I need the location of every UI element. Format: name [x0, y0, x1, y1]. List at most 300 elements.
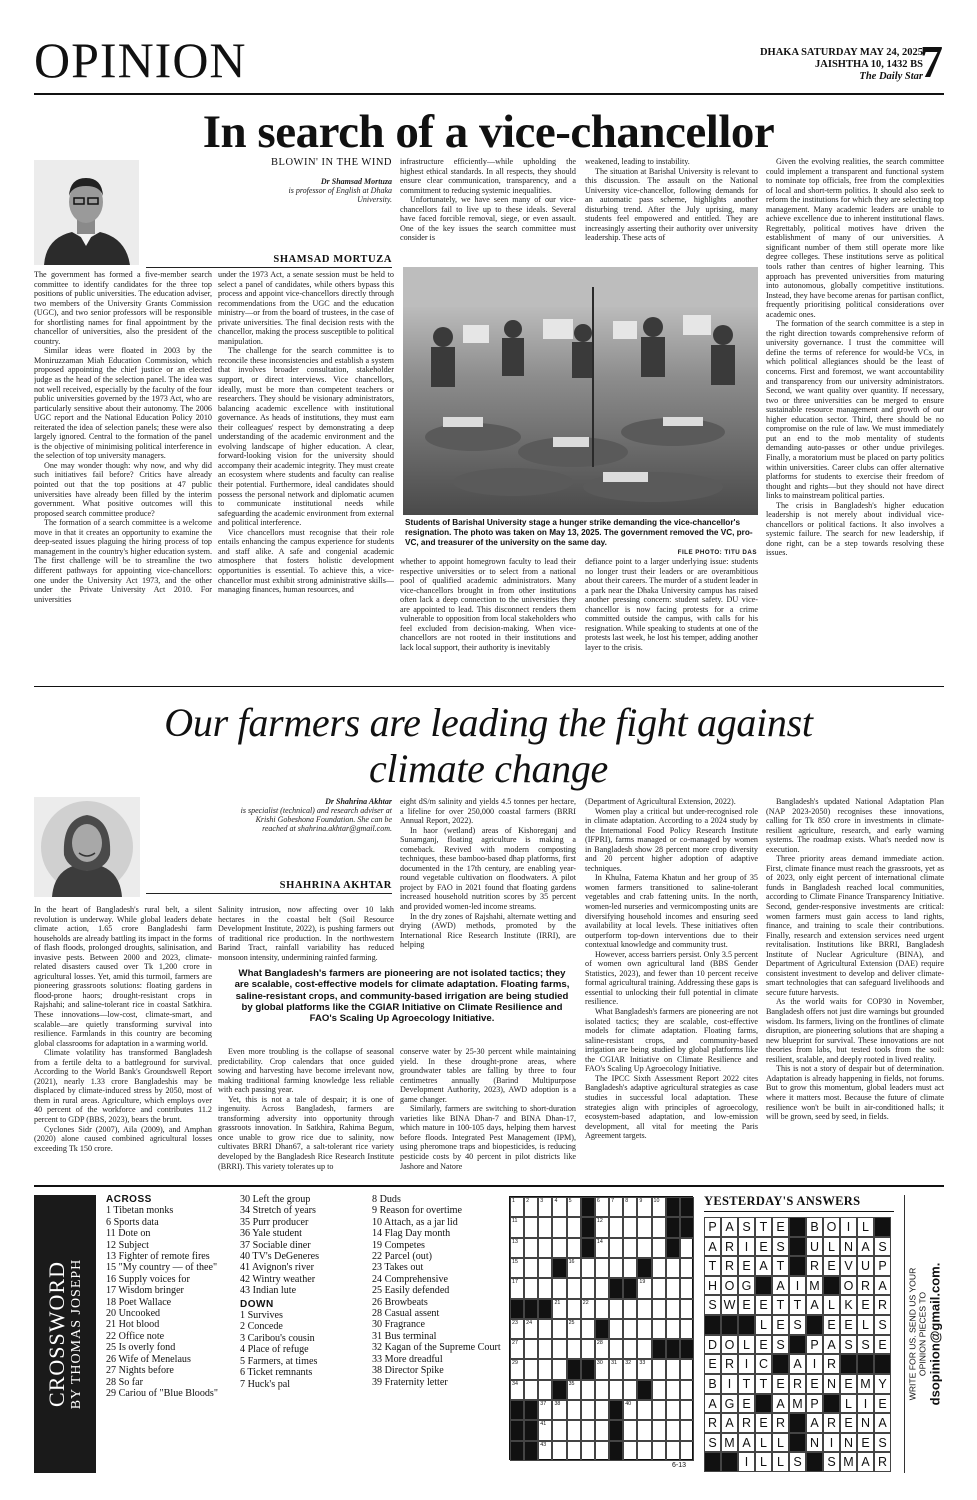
paragraph: Similarly, farmers are switching to short-duration varieties like BINA Dhan-7 and BINA Dhan-17, which mature in 100-105 days, helping them harvest before floods. Integrated Pest Management (IPM), using pheromone traps and biopesticides, is reducing pesticide costs by 40 percent in pilot districts like Jashore and Natore [400, 1104, 576, 1171]
grid-cell[interactable] [510, 1217, 524, 1237]
answer-letter: E [827, 1259, 836, 1274]
answer-letter: A [776, 1278, 785, 1293]
grid-cell[interactable] [524, 1359, 538, 1379]
answer-letter: T [776, 1259, 785, 1274]
answer-letter: S [776, 1239, 785, 1254]
answer-letter: A [725, 1220, 734, 1234]
grid-cell[interactable] [524, 1339, 538, 1359]
grid-cell[interactable] [510, 1359, 524, 1379]
grid-cell[interactable] [552, 1217, 566, 1237]
grid-cell[interactable] [637, 1238, 651, 1258]
answer-letter: A [708, 1239, 717, 1254]
answer-letter: B [810, 1220, 819, 1234]
clue: 30 Left the group [240, 1194, 311, 1205]
answer-letter: I [829, 1435, 834, 1450]
grid-cell[interactable] [538, 1217, 552, 1237]
paragraph: The challenge for the search committee is to reconcile these inconsistencies and establish a system that involves broader consultation, stakeholder support, or direct interviews. Vice chancellors, ideally, must be more than competent teachers or researchers. They should be visionary administrators, balancing academic excellence with institutional governance. As heads of institutions, they must earn their colleagues' respect by demonstrating a deep understanding of the academic environment and the evolving landscape of higher education. A clear, forward-looking vision for the university should accompany their academic integrity. They must create an ecosystem where students and faculty can realise their potential. Furthermore, ideal candidates should possess the personal network and diplomatic acumen to communicate institutional needs while safeguarding the academic environment from external and political interference. [218, 346, 394, 528]
cell-number: 41 [540, 1421, 547, 1428]
answer-letter: R [792, 1376, 803, 1391]
clue: 39 Fraternity letter [372, 1376, 448, 1388]
grid-cell [637, 1380, 651, 1400]
answer-cell [823, 1433, 840, 1453]
grid-cell[interactable] [652, 1217, 666, 1237]
grid-cell[interactable] [524, 1380, 538, 1400]
grid-cell[interactable] [524, 1258, 538, 1278]
paragraph: The government has formed a five-member search committee to identify candidates for the three top positions of public universities. The education adviser, two members of the University Grants Commission (UGC), and two senior professors will be responsible for shortlisting names for final appointment by the chancellor of universities, also the president of the country. [34, 270, 212, 346]
grid-cell[interactable] [552, 1278, 566, 1298]
cell-number: 33 [639, 1360, 646, 1367]
grid-cell[interactable] [637, 1278, 651, 1298]
grid-cell[interactable] [637, 1339, 651, 1359]
grid-cell[interactable] [510, 1380, 524, 1400]
paragraph: Climate volatility has transformed Bangladesh from a fertile delta to a battleground for survival. According to the World Bank's Groundswell Report (2021), nearly 1.33 crore Bangladeshis may be displaced by climate-induced stress by 2050, most of them in rural areas. Agriculture, which employs over 40 percent of the workforce and contributes 11.2 percent to GDP (BBS, 2023), bears the brunt. [34, 1048, 212, 1125]
grid-cell[interactable] [595, 1238, 609, 1258]
grid-cell[interactable] [581, 1258, 595, 1278]
grid-cell[interactable] [680, 1441, 694, 1461]
grid-cell[interactable] [595, 1197, 609, 1217]
answer-letter: R [724, 1357, 735, 1372]
paragraph: As the world waits for COP30 in November, Bangladesh offers not just dire warnings but grounded wisdom. Its farmers, living on the frontlines of climate disruption, are pioneering solutions that are shaping a new blueprint for survival. These innovations are not theories from labs, but tested tools from the soil: resilient, scalable, and deeply rooted in lived reality. [766, 997, 944, 1064]
answer-cell [840, 1237, 857, 1257]
answer-letter: L [777, 1435, 784, 1450]
grid-cell[interactable] [652, 1197, 666, 1217]
grid-cell[interactable] [623, 1238, 637, 1258]
grid-cell[interactable] [623, 1319, 637, 1339]
answer-cell [704, 1315, 721, 1335]
grid-cell[interactable] [567, 1400, 581, 1420]
grid-cell[interactable] [595, 1258, 609, 1278]
grid-cell[interactable] [538, 1359, 552, 1379]
hunger-strike-photo [403, 267, 758, 515]
answer-cell [772, 1452, 789, 1472]
grid-cell[interactable] [538, 1380, 552, 1400]
grid-cell[interactable] [595, 1441, 609, 1461]
grid-cell[interactable] [510, 1258, 524, 1278]
grid-cell[interactable] [524, 1217, 538, 1237]
answer-cell [823, 1237, 840, 1257]
answer-cell [789, 1433, 806, 1453]
grid-cell[interactable] [538, 1420, 552, 1440]
grid-cell[interactable] [609, 1299, 623, 1319]
grid-cell[interactable] [609, 1238, 623, 1258]
grid-cell[interactable] [609, 1339, 623, 1359]
photo-caption [405, 518, 757, 558]
answer-cell [721, 1315, 738, 1335]
grid-cell[interactable] [595, 1380, 609, 1400]
answer-letter: E [878, 1337, 887, 1352]
clue: 23 Takes out [372, 1262, 424, 1274]
grid-cell [538, 1299, 552, 1319]
grid-cell[interactable] [552, 1299, 566, 1319]
headline-line1: Our farmers are leading the fight against [164, 700, 813, 745]
paragraph: In the dry zones of Rajshahi, alternate wetting and drying (AWD) methods, promoted by the International Rice Research Institute (IRRI), are helping [400, 911, 576, 950]
answer-letter: I [744, 1239, 749, 1254]
grid-cell[interactable] [567, 1278, 581, 1298]
cell-number: 40 [625, 1401, 632, 1408]
across-clue-list-2 [240, 1194, 366, 1297]
answer-cell [874, 1256, 891, 1276]
answer-letter: M [809, 1278, 820, 1293]
answer-letter: T [793, 1298, 802, 1313]
bio-text: is professor of English at Dhaka University. [288, 186, 392, 204]
grid-cell[interactable] [524, 1197, 538, 1217]
grid-cell[interactable] [680, 1420, 694, 1440]
grid-cell[interactable] [510, 1319, 524, 1339]
grid-cell[interactable] [666, 1420, 680, 1440]
clue: 5 Farmers, at times [240, 1355, 318, 1367]
grid-cell[interactable] [510, 1197, 524, 1217]
write-email[interactable]: dsopinion@gmail.com. [927, 1262, 943, 1406]
answer-letter: O [826, 1220, 837, 1234]
answers-title: YESTERDAY'S ANSWERS [704, 1194, 894, 1212]
clue: 3 Caribou's cousin [240, 1332, 315, 1344]
grid-cell[interactable] [637, 1197, 651, 1217]
answer-cell [721, 1452, 738, 1472]
grid-cell[interactable] [652, 1359, 666, 1379]
answer-cell [789, 1217, 806, 1237]
grid-cell[interactable] [637, 1441, 651, 1461]
grid-cell[interactable] [623, 1441, 637, 1461]
answer-cell [874, 1315, 891, 1335]
clue: 1 Tibetan monks [106, 1205, 174, 1217]
answer-letter: G [741, 1278, 752, 1293]
grid-cell[interactable] [652, 1400, 666, 1420]
grid-cell[interactable] [552, 1359, 566, 1379]
clue: 25 Easily defended [372, 1285, 450, 1297]
grid-cell[interactable] [567, 1319, 581, 1339]
answer-letter: S [793, 1318, 802, 1333]
paragraph: The formation of the search committee is a step in the right direction towards comprehensive reform of university governance. I trust the committee will define the terms of reference for would-be VCs, in which political allegiances should be the least of concerns. First and foremost, we want accountability and transparency from our university administrators. Second, we want quality over quantity. If necessary, two or three universities can be merged to ensure sustainable resource management and growth of our higher education sector. Third, there should be no compromise on the rule of law. We must immediately put an end to the mob mentality of students demanding auto-passes or other undue privileges. Finally, a moratorium must be placed on party politics within universities. Career clubs can offer alternative platforms for students to exercise their freedom of thought and rights—but they should not have direct links to mainstream political parties. [766, 319, 944, 501]
grid-cell[interactable] [538, 1339, 552, 1359]
grid-cell[interactable] [609, 1217, 623, 1237]
grid-cell [524, 1299, 538, 1319]
grid-cell[interactable] [623, 1339, 637, 1359]
grid-cell[interactable] [666, 1278, 680, 1298]
grid-cell[interactable] [666, 1380, 680, 1400]
answer-cell [840, 1394, 857, 1414]
answer-cell [874, 1335, 891, 1355]
paragraph: Unfortunately, we have seen many of our vice-chancellors fail to live up to these ideals. Several have faced forcible removal, siege, or even assault. One of the key issues the search committee must consider is [400, 195, 576, 243]
photo-credit: FILE PHOTO: TITU DAS [677, 549, 757, 556]
article2-col3-top [400, 797, 576, 965]
article1-kicker: BLOWIN' IN THE WIND [271, 157, 392, 168]
grid-cell[interactable] [567, 1197, 581, 1217]
grid-cell[interactable] [595, 1299, 609, 1319]
clue: 40 TV's DeGeneres [240, 1251, 319, 1263]
grid-cell[interactable] [581, 1319, 595, 1339]
cell-number: 29 [512, 1360, 518, 1367]
grid-cell[interactable] [680, 1400, 694, 1420]
grid-cell[interactable] [680, 1299, 694, 1319]
answer-cell [721, 1394, 738, 1414]
clue: 11 Dote on [106, 1228, 151, 1240]
answer-cell [840, 1295, 857, 1315]
cell-number: 1 [512, 1198, 515, 1204]
grid-cell[interactable] [524, 1319, 538, 1339]
answer-letter: S [776, 1337, 785, 1352]
grid-cell[interactable] [637, 1299, 651, 1319]
answer-letter: P [810, 1337, 819, 1352]
clue: 24 Comprehensive [372, 1273, 448, 1285]
grid-cell[interactable] [552, 1319, 566, 1339]
grid-cell[interactable] [552, 1238, 566, 1258]
grid-cell[interactable] [581, 1420, 595, 1440]
grid-cell[interactable] [552, 1400, 566, 1420]
clue: 22 Parcel (out) [372, 1251, 432, 1263]
grid-cell[interactable] [666, 1359, 680, 1379]
clue: 13 Fighter of remote fires [106, 1251, 210, 1263]
grid-cell[interactable] [637, 1359, 651, 1379]
answer-cell [840, 1335, 857, 1355]
answer-letter: W [723, 1298, 736, 1313]
paragraph: whether to appoint homegrown faculty to lead their respective universities or to select from a national pool of qualified academic administrators. Many vice-chancellors brought in from other institutions often lack a deep connection to the universities they are appointed to lead. This disconnect renders them vulnerable to opposition from local stakeholders who feel excluded from decision-making. When vice-chancellors are not rooted in their institutions and lack local support, their authority is inevitably [400, 557, 576, 652]
grid-cell[interactable] [595, 1278, 609, 1298]
clue: 32 Kagan of the Supreme Court [372, 1342, 501, 1354]
grid-cell[interactable] [623, 1197, 637, 1217]
grid-cell[interactable] [609, 1380, 623, 1400]
grid-cell[interactable] [623, 1420, 637, 1440]
grid-cell[interactable] [623, 1400, 637, 1420]
grid-cell[interactable] [538, 1400, 552, 1420]
cell-number: 10 [653, 1198, 660, 1204]
answer-letter: E [742, 1259, 751, 1274]
answer-letter: L [828, 1239, 835, 1254]
grid-cell[interactable] [538, 1258, 552, 1278]
grid-cell[interactable] [538, 1319, 552, 1339]
answer-cell [772, 1394, 789, 1414]
grid-cell[interactable] [581, 1380, 595, 1400]
grid-cell[interactable] [567, 1299, 581, 1319]
answer-cell [704, 1394, 721, 1414]
answer-cell [806, 1433, 823, 1453]
grid-cell[interactable] [595, 1400, 609, 1420]
answer-cell [755, 1452, 772, 1472]
grid-cell[interactable] [581, 1339, 595, 1359]
write-line2: OPINION PIECES TO [917, 1291, 928, 1377]
grid-cell[interactable] [680, 1359, 694, 1379]
grid-cell[interactable] [623, 1299, 637, 1319]
clue: 6 Ticket remnants [240, 1367, 313, 1379]
cell-number: 7 [611, 1198, 615, 1204]
grid-cell [666, 1339, 680, 1359]
grid-cell[interactable] [623, 1217, 637, 1237]
grid-cell[interactable] [595, 1217, 609, 1237]
answer-letter: O [724, 1278, 735, 1293]
paragraph: Women play a critical but under-recognised role in climate adaptation. According to a 2024 study by the International Food Policy Research Institute (IFPRI), farms managed or co-managed by women in Bangladesh show 28 percent more crop diversity and 20 percent higher adoption of adaptive techniques. [585, 806, 758, 873]
clue: 9 Reason for overtime [372, 1205, 462, 1217]
grid-cell[interactable] [581, 1299, 595, 1319]
grid-cell[interactable] [609, 1258, 623, 1278]
grid-cell[interactable] [609, 1359, 623, 1379]
clue: 26 Wife of Menelaus [106, 1353, 191, 1365]
answer-cell [738, 1335, 755, 1355]
paragraph: eight dS/m salinity and yields 4.5 tonnes per hectare, a lifeline for over 250,000 coastal farmers (BRRI Annual Report, 2022). [400, 797, 576, 826]
grid-cell[interactable] [595, 1359, 609, 1379]
answer-letter: S [878, 1435, 887, 1450]
answer-cell [772, 1237, 789, 1257]
grid-cell[interactable] [666, 1400, 680, 1420]
clue: 16 Supply voices for [106, 1273, 190, 1285]
answer-letter: E [776, 1376, 785, 1391]
grid-cell[interactable] [552, 1420, 566, 1440]
answer-letter: K [844, 1298, 853, 1313]
answer-letter: L [760, 1435, 767, 1450]
grid-cell[interactable] [637, 1217, 651, 1237]
paragraph: Yet, this is not a tale of despair; it is one of ingenuity. Across Bangladesh, farmers are transforming adversity into opportunity through grassroots innovation. In Satkhira, Rahima Begum, once unable to grow rice due to salinity, now cultivates BRRI Dhan67, a salt-tolerant rice variety developed by the Bangladesh Rice Research Institute (BRRI). This variety tolerates up to [218, 1094, 394, 1171]
answer-letter: A [861, 1239, 870, 1254]
answer-cell [704, 1354, 721, 1374]
grid-cell[interactable] [538, 1238, 552, 1258]
grid-cell[interactable] [567, 1380, 581, 1400]
cell-number: 13 [512, 1238, 518, 1245]
grid-cell[interactable] [623, 1258, 637, 1278]
grid-cell [609, 1441, 623, 1461]
grid-cell[interactable] [567, 1420, 581, 1440]
grid-cell[interactable] [567, 1339, 581, 1359]
paragraph: Given the evolving realities, the search committee could implement a transparent and functional system to nominate top officials, free from the complexities of local and short-term politics. It should also seek to reform the institutions for which they are selecting top management. Many academic leaders are unable to achieve excellence due to inherent institutional flaws. Regrettably, political motives have driven the establishment of many of our universities. A significant number of them still operate more like degree colleges. These institutions serve as political tools rather than centres of higher learning. This approach has prevented universities from maturing into autonomous, globally competitive institutions. Instead, they have become arenas for partisan conflict, frequently prioritising political considerations over academic ones. [766, 157, 944, 319]
cell-number: 25 [568, 1319, 575, 1326]
answer-letter: A [827, 1337, 836, 1352]
paragraph: This is not a story of despair but of determination. Adaptation is already happening in fields, not forums. But to grow this momentum, global leaders must act where it matters most. Because the future of climate resilience won't be built in air-conditioned halls; it will be grown, seed by seed, in fields. [766, 1064, 944, 1122]
grid-cell[interactable] [680, 1258, 694, 1278]
pull-quote: What Bangladesh's farmers are pioneering are not isolated tactics; they are scalable, cost-effective models for climate adaptation. Floating farms, saline-resistant crops, and community-based irrigation are being studied by global platforms like the CGIAR Initiative on Climate Resilience and FAO's Scaling Up Agroecology Initiative. [234, 968, 570, 1025]
clue: 17 Wisdom bringer [106, 1285, 184, 1297]
answer-cell [857, 1237, 874, 1257]
answer-cell [721, 1237, 738, 1257]
answer-letter: E [759, 1416, 768, 1431]
grid-cell[interactable] [524, 1278, 538, 1298]
grid-cell[interactable] [652, 1238, 666, 1258]
cell-number: 3 [540, 1198, 544, 1204]
grid-cell[interactable] [567, 1258, 581, 1278]
grid-cell[interactable] [581, 1278, 595, 1298]
answer-letter: M [792, 1396, 803, 1411]
paragraph: under the 1973 Act, a senate session must be held to select a panel of candidates, while others bypass this process and appoint vice-chancellors directly through recommendations from the UGC and the education ministry—or from the board of trustees, in the case of private universities. The final decision rests with the chancellor, making the process susceptible to political manipulation. [218, 270, 394, 346]
grid-cell[interactable] [652, 1278, 666, 1298]
answer-cell [738, 1295, 755, 1315]
answer-cell [840, 1433, 857, 1453]
grid-cell[interactable] [666, 1258, 680, 1278]
grid-cell[interactable] [637, 1400, 651, 1420]
write-for-us-wrap [908, 1263, 943, 1406]
answer-cell [806, 1452, 823, 1472]
grid-cell[interactable] [552, 1441, 566, 1461]
down-clue-list [240, 1310, 366, 1390]
answer-cell [738, 1256, 755, 1276]
grid-cell[interactable] [581, 1441, 595, 1461]
grid-cell[interactable] [637, 1319, 651, 1339]
grid-cell[interactable] [538, 1441, 552, 1461]
answer-letter: S [844, 1337, 853, 1352]
answer-letter: L [743, 1337, 750, 1352]
grid-cell[interactable] [510, 1339, 524, 1359]
grid-cell[interactable] [666, 1299, 680, 1319]
grid-cell[interactable] [623, 1380, 637, 1400]
grid-cell[interactable] [680, 1319, 694, 1339]
answer-letter: A [878, 1278, 887, 1293]
answer-cell [857, 1295, 874, 1315]
cell-number: 28 [596, 1340, 603, 1347]
clues-across [106, 1194, 236, 1399]
grid-cell[interactable] [609, 1319, 623, 1339]
grid-cell[interactable] [652, 1258, 666, 1278]
grid-cell[interactable] [567, 1441, 581, 1461]
grid-cell[interactable] [680, 1238, 694, 1258]
grid-cell [609, 1420, 623, 1440]
answer-cell [823, 1217, 840, 1237]
grid-cell[interactable] [510, 1278, 524, 1298]
grid-cell[interactable] [524, 1238, 538, 1258]
paragraph: In haor (wetland) areas of Kishoreganj and Sunamganj, floating agriculture is making a comeback. Revived with modern composting techniques, these bamboo-based dhap platforms, first documented in the 17th century, are enabling year-round vegetable cultivation on floodwaters. A pilot project by FAO in 2021 found that floating gardens increased household nutrition scores by 35 percent and provided women-led income streams. [400, 825, 576, 912]
grid-cell[interactable] [552, 1197, 566, 1217]
grid-cell [510, 1299, 524, 1319]
answer-cell [704, 1413, 721, 1433]
clue: 42 Wintry weather [240, 1273, 316, 1285]
grid-cell[interactable] [666, 1441, 680, 1461]
grid-cell[interactable] [652, 1299, 666, 1319]
grid-cell[interactable] [538, 1197, 552, 1217]
answer-cell [704, 1256, 721, 1276]
article1-col3-bottom [400, 557, 576, 675]
grid-cell[interactable] [623, 1359, 637, 1379]
grid-cell[interactable] [510, 1238, 524, 1258]
article1-col2 [218, 270, 394, 675]
answer-cell [772, 1433, 789, 1453]
grid-cell[interactable] [567, 1217, 581, 1237]
answer-cell [704, 1335, 721, 1355]
answer-cell [721, 1374, 738, 1394]
cell-number: 37 [540, 1401, 547, 1408]
answer-cell [721, 1256, 738, 1276]
grid-cell[interactable] [595, 1339, 609, 1359]
grid-cell [652, 1339, 666, 1359]
grid-cell[interactable] [666, 1319, 680, 1339]
grid-cell[interactable] [552, 1339, 566, 1359]
grid-cell[interactable] [567, 1238, 581, 1258]
clue: 38 Director Spike [372, 1365, 444, 1377]
answer-cell [823, 1335, 840, 1355]
clue: 1 Survives [240, 1310, 283, 1322]
cell-number: 38 [554, 1401, 561, 1408]
answer-letter: R [826, 1416, 837, 1431]
cell-number: 19 [639, 1279, 646, 1286]
grid-cell[interactable] [680, 1380, 694, 1400]
answer-cell [874, 1374, 891, 1394]
clues-mixed [240, 1194, 366, 1390]
grid-cell[interactable] [595, 1420, 609, 1440]
grid-cell[interactable] [538, 1278, 552, 1298]
grid-cell[interactable] [652, 1441, 666, 1461]
grid-cell[interactable] [609, 1197, 623, 1217]
answer-letter: R [860, 1278, 871, 1293]
answer-cell [721, 1295, 738, 1315]
answer-letter: A [861, 1455, 870, 1470]
clue: 8 Duds [372, 1194, 401, 1205]
grid-cell[interactable] [652, 1380, 666, 1400]
paragraph: In the heart of Bangladesh's rural belt, a silent revolution is underway. While global leaders debate climate action, 1.65 crore Bangladeshi farm households are already battling its impact in the forms of flash floods, prolonged droughts, salinisation, and invasive pests. Between 2000 and 2023, climate-related disasters caused over Tk 1,200 crore in agricultural losses. Yet, amid this turmoil, farmers are pioneering grassroots solutions: floating gardens in flood-prone haors; drought-resistant crops in Rajshahi; and saline-tolerant rice in coastal Satkhira. These innovations—low-cost, climate-smart, and scalable—are quietly transforming survival into resilience. Farmlands in this country are becoming global classrooms for adaptation in a warming world. [34, 905, 212, 1048]
author-photo-akhtar [34, 797, 140, 897]
grid-cell[interactable] [581, 1400, 595, 1420]
grid-cell[interactable] [652, 1319, 666, 1339]
grid-cell[interactable] [637, 1420, 651, 1440]
answer-cell [840, 1413, 857, 1433]
answer-letter: L [845, 1396, 852, 1411]
answer-letter: L [862, 1220, 869, 1234]
grid-cell[interactable] [652, 1420, 666, 1440]
grid-cell[interactable] [680, 1278, 694, 1298]
cell-number: 4 [554, 1198, 558, 1204]
clue: 12 Subject [106, 1239, 149, 1251]
